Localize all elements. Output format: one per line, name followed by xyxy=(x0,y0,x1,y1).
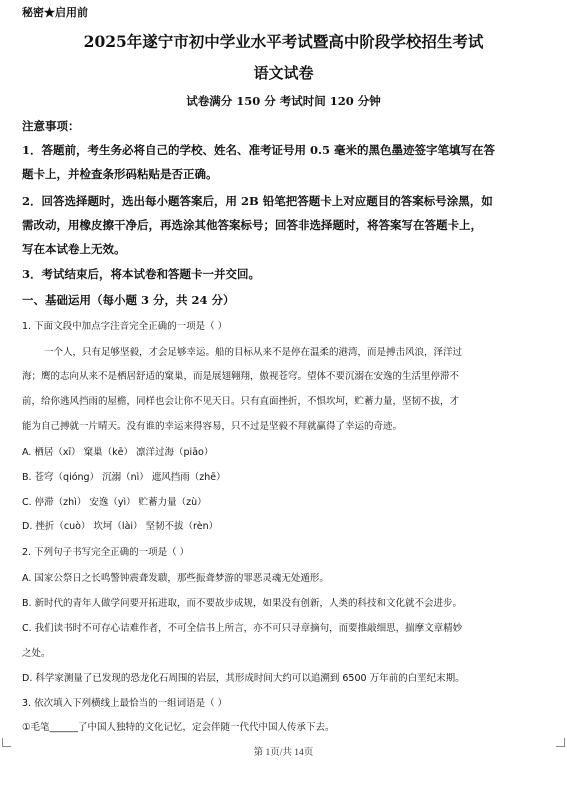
section-heading: 一、基础运用（每小题 3 分，共 24 分） xyxy=(22,293,235,307)
question-2-stem: 2. 下列句子书写完全正确的一项是（ ） xyxy=(22,547,190,558)
option-b: B. 苍穹（qióng） 沉溺（nì） 遮风挡雨（zhē） xyxy=(22,472,226,483)
notice-line: 1．答题前，考生务必将自己的学校、姓名、准考证号用 0.5 毫米的黑色墨迹签字笔填写在答 xyxy=(22,143,496,157)
passage-line: 能为自己搏就一片晴天。没有谁的幸运来得容易，只不过是坚毅不拜就赢得了幸运的奇迹。 xyxy=(22,421,403,432)
notice-line: 题卡上，并检查条形码粘贴是否正确。 xyxy=(22,167,218,181)
option-d: D. 挫折（cuò） 坎坷（lài） 坚韧不拔（rèn） xyxy=(22,521,219,532)
option-c: C. 停滞（zhì） 安逸（yì） 贮蓄力量（zù） xyxy=(22,497,207,508)
notice-line: 2．回答选择题时，选出每小题答案后，用 2B 铅笔把答题卡上对应题目的答案标号涂黑，如 xyxy=(22,194,493,208)
passage-line: 前，给你逃风挡雨的屋檐，同样也会让你不见天日。只有直面挫折，不惧坎坷，贮蓄力量，坚韧不拔，才 xyxy=(22,396,460,407)
exam-title: 2025年遂宁市初中学业水平考试暨高中阶段学校招生考试 xyxy=(83,32,484,51)
question-3-stem: 3. 依次填入下列横线上最恰当的一组词语是（ ） xyxy=(22,698,228,709)
page-number: 第 1页/共 14页 xyxy=(253,748,314,758)
option-b: B. 新时代的青年人做学问要开拓进取，而不要故步成规，如果没有创新，人类的科技和文化就不会进步。 xyxy=(22,598,463,609)
passage-line: 海；鹰的志向从来不是栖居舒适的窠巢，而是展翅翱翔，傲视苍穹。望体不要沉溺在安逸的生活里停滞不 xyxy=(22,371,460,382)
notice-heading: 注意事项： xyxy=(22,119,80,133)
option-a: A. 栖居（xī） 窠巢（kē） 凛洋过海（piāo） xyxy=(22,447,214,458)
confidential-label: 秘密★启用前 xyxy=(22,6,88,19)
option-c-cont: 之处。 xyxy=(22,648,51,659)
notice-line: 需改动，用橡皮擦干净后，再选涂其他答案标号；回答非选择题时，将答案写在答题卡上， xyxy=(22,218,482,232)
option-c: C. 我们读书时不可存心诘难作者，不可全信书上所言，亦不可只寻章摘句，而要推敲细思，揣摩文章精妙 xyxy=(22,623,463,634)
question-1-stem: 1. 下面文段中加点字注音完全正确的一项是（ ） xyxy=(22,321,228,332)
exam-subtitle: 语文试卷 xyxy=(253,64,314,82)
option-d: D. 科学家测量了已发现的恐龙化石周围的岩层，其形成时间大约可以追溯到 6500 万年前的白垩纪末期。 xyxy=(22,673,465,684)
question-3-item: ①毛笔______了中国人独特的文化记忆，定会伴随一代代中国人传承下去。 xyxy=(22,722,335,733)
score-time-line: 试卷满分 150 分 考试时间 120 分钟 xyxy=(186,94,381,108)
passage-line: 一个人，只有足够坚毅，才会足够幸运。船的目标从来不是停在温柔的港湾，而是搏击风浪，泽洋过 xyxy=(44,347,463,358)
notice-line: 3．考试结束后，将本试卷和答题卡一并交回。 xyxy=(22,267,260,281)
notice-line: 写在本试卷上无效。 xyxy=(22,242,126,256)
option-a: A. 国家公祭日之长鸣警钟震聋发聩，那些振聋梦游的罪恶灵魂无处遁形。 xyxy=(22,573,329,584)
